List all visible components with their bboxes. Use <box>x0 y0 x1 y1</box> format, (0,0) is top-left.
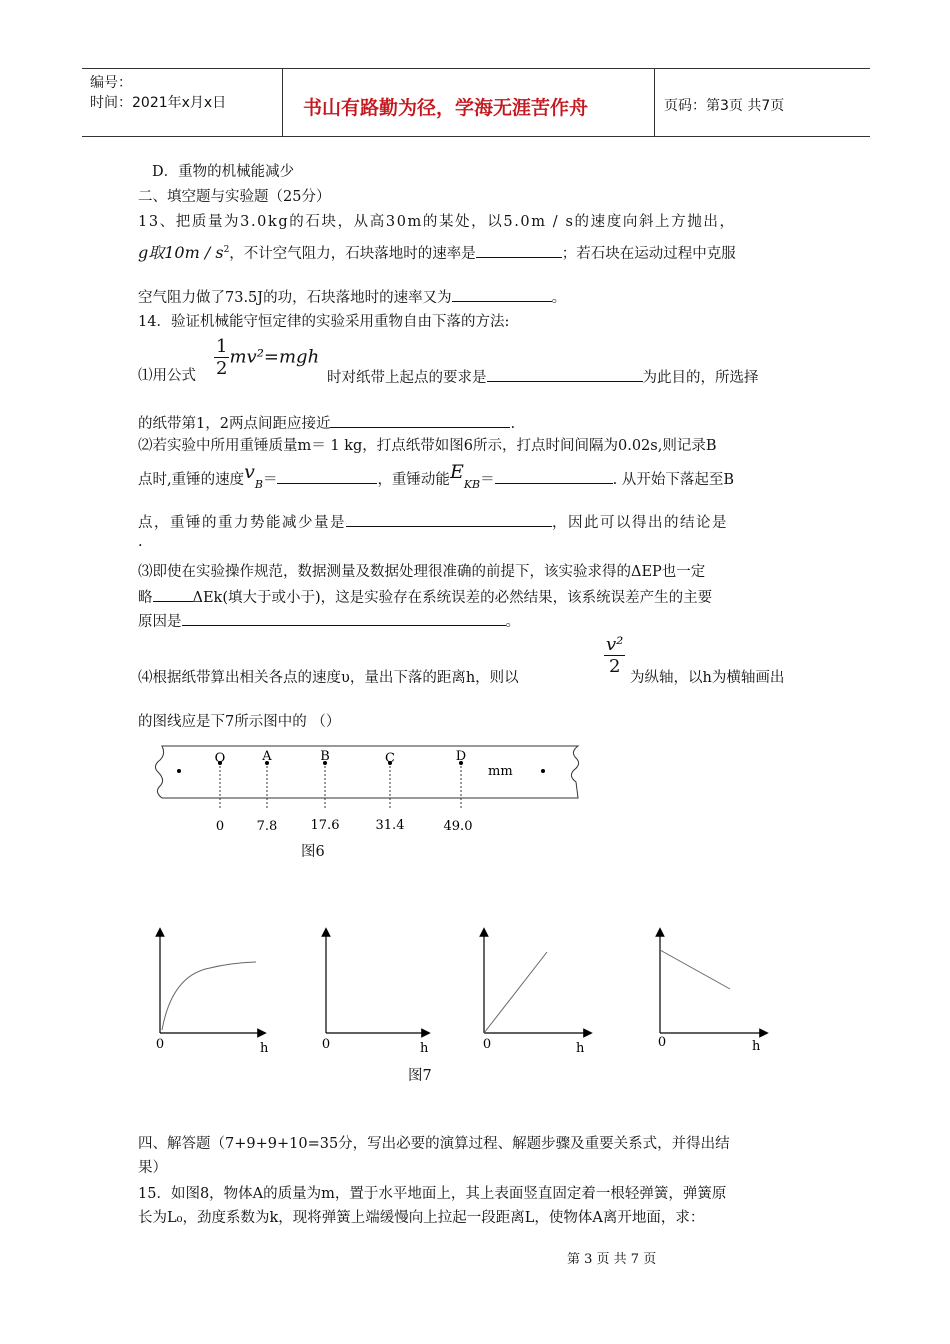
q14-1-line1 <box>138 366 196 386</box>
q13-text-c: ，不计空气阻力，石块落地时的速率是 <box>229 245 476 262</box>
label-a: A <box>262 749 272 764</box>
q13-text-e: 空气阻力做了73.5J的功，石块落地时的速率又为 <box>138 290 452 306</box>
q15-line2: 长为L₀，劲度系数为k，现将弹簧上端缓慢向上拉起一段距离L，使物体A离开地面，求： <box>138 1210 705 1226</box>
q13-text-a: 13、把质量为3.0kg的石块，从高30m的某处，以 <box>138 214 504 230</box>
q14-3-text-b: ΔEk(填大于或小于)，这是实验存在系统误差的必然结果，该系统误差产生的主要 <box>192 590 713 606</box>
q14-3-line1: ⑶即使在实验操作规范，数据测量及数据处理很准确的前提下，该实验求得的ΔEP也一定 <box>138 564 706 580</box>
dist-a: 7.8 <box>256 819 278 834</box>
q14-1-line1b <box>327 366 759 388</box>
q14-3-text-a: 略 <box>138 590 153 606</box>
header-top-rule <box>82 68 870 69</box>
q14-3-text-c: 原因是 <box>138 614 182 630</box>
q14-1-text-b: 时对纸带上起点的要求是 <box>327 370 487 386</box>
section4-title: 四、解答题（7+9+9+10=35分，写出必要的演算过程、解题步骤及重要关系式，并得出结 <box>138 1136 730 1152</box>
q14-4-line2: 的图线应是下7所示图中的 （） <box>138 714 341 730</box>
q14-1-text-a: ⑴用公式 <box>138 368 196 384</box>
graph-d-origin: 0 <box>657 1035 667 1050</box>
q14-2-ekb-sub: KB <box>463 477 481 491</box>
q14-1-line2 <box>138 412 515 434</box>
q14-2-text-a: 点时,重锤的速度 <box>138 472 245 488</box>
graph-c-h: h <box>576 1041 585 1056</box>
q14-2-ekb: E <box>449 461 464 483</box>
q14-2-vb-sub: B <box>254 477 263 491</box>
header-divider-2 <box>654 68 655 136</box>
header-motto: 书山有路勤为径，学海无涯苦作舟 <box>303 97 589 119</box>
header-page-info: 页码：第3页 共7页 <box>664 98 785 114</box>
q13-text-b: 的速度向斜上方抛出， <box>574 214 736 230</box>
graph-c <box>483 932 588 1056</box>
q13-g: g取10m / s <box>138 242 224 262</box>
label-o: O <box>214 751 226 766</box>
header-divider-1 <box>282 68 283 136</box>
header-serial: 编号： <box>90 75 132 91</box>
header-bottom-rule <box>82 136 870 137</box>
q13-end: 。 <box>551 290 567 306</box>
dist-d: 49.0 <box>443 819 473 834</box>
graph-b-h: h <box>420 1041 429 1056</box>
label-d: D <box>455 749 467 764</box>
graph-c-origin: 0 <box>482 1037 492 1052</box>
q14-formula-rest: mv²=mgh <box>229 346 320 368</box>
q14-2-eq-2: ＝ <box>480 472 495 488</box>
label-mm: mm <box>488 764 513 779</box>
graph-b <box>322 932 429 1056</box>
header-time: 时间：2021年x月x日 <box>90 95 227 111</box>
q13-blank-1[interactable] <box>476 242 562 258</box>
graph-a-origin: 0 <box>155 1037 165 1052</box>
graph-d-h: h <box>752 1039 761 1054</box>
option-d: D．重物的机械能减少 <box>152 164 295 180</box>
footer-page: 第 3 页 共 7 页 <box>567 1252 657 1267</box>
dist-b: 17.6 <box>310 818 340 833</box>
q13-g-exp: 2 <box>223 245 230 255</box>
q14-4-frac-wrap <box>604 634 625 677</box>
q14-3-text-d: 。 <box>505 614 520 630</box>
q14-2-line4: . <box>138 534 143 550</box>
q14-4-line1b: 为纵轴，以h为横轴画出 <box>630 670 785 686</box>
q14-2-text-f: 点，重锤的重力势能减少量是 <box>138 515 346 531</box>
q14-2-blank-vb[interactable] <box>277 468 377 484</box>
label-b: B <box>320 749 330 764</box>
q14-2-text-g: ，因此可以得出的结论是 <box>552 515 728 531</box>
q14-formula <box>214 336 319 379</box>
q14-4-frac-den: 2 <box>608 656 621 677</box>
figure7-graphs <box>120 920 780 1060</box>
q14-3-line3 <box>138 610 520 632</box>
q14-1-text-d: 的纸带第1，2两点间距应接近 <box>138 416 331 432</box>
q14-4-frac-num: v² <box>606 634 624 655</box>
dist-o: 0 <box>215 819 225 834</box>
q14-2-blank-ekb[interactable] <box>495 468 613 484</box>
q14-4-line1a: ⑷根据纸带算出相关各点的速度υ，量出下落的距离h，则以 <box>138 670 519 686</box>
q13-line2 <box>138 240 736 264</box>
q13-speed: 5.0m / s <box>503 214 575 230</box>
dist-c: 31.4 <box>375 818 405 833</box>
section2-title: 二、填空题与实验题（25分） <box>138 189 331 205</box>
q13-text-d: ；若石块在运动过程中克服 <box>561 245 736 262</box>
q14-2-blank-ep[interactable] <box>346 511 552 527</box>
q14-3-blank-1[interactable] <box>153 586 193 602</box>
q14-formula-num: 1 <box>216 336 228 357</box>
graph-b-origin: 0 <box>321 1037 331 1052</box>
graph-a-h: h <box>260 1041 269 1056</box>
q14-2-line2 <box>138 461 734 495</box>
q13-blank-2[interactable] <box>452 286 552 302</box>
figure6-caption: 图6 <box>301 844 325 860</box>
q14-formula-den: 2 <box>216 358 228 379</box>
q14-3-line2 <box>138 586 712 608</box>
graph-c-line <box>484 952 547 1033</box>
q14-2-line1: ⑵若实验中所用重锤质量m＝ 1 kg，打点纸带如图6所示，打点时间间隔为0.02s,则记录B <box>138 438 717 454</box>
q14-1-end: . <box>510 416 516 432</box>
q14-1-blank-1[interactable] <box>487 366 643 382</box>
q14-4-fraction <box>604 634 625 677</box>
graph-a <box>156 932 269 1056</box>
figure7-caption: 图7 <box>408 1068 432 1084</box>
q14-1-blank-2[interactable] <box>330 412 510 428</box>
tape-dot-left <box>177 769 181 773</box>
q13-line1 <box>138 212 736 232</box>
tape-dot-right <box>541 769 545 773</box>
graph-d <box>658 932 764 1054</box>
q14-3-blank-2[interactable] <box>182 610 506 626</box>
q15-line1: 15．如图8，物体A的质量为m，置于水平地面上，其上表面竖直固定着一根轻弹簧，弹簧原 <box>138 1186 727 1202</box>
q14-2-line3 <box>138 511 728 533</box>
q14-2-text-e: . 从开始下落起至B <box>612 472 734 488</box>
q13-line3 <box>138 286 566 308</box>
q14-intro: 14．验证机械能守恒定律的实验采用重物自由下落的方法: <box>138 314 510 330</box>
graph-d-line <box>660 950 730 989</box>
section4-title-2: 果） <box>138 1160 167 1176</box>
q14-2-eq-1: ＝ <box>262 472 278 488</box>
q14-formula-fraction <box>214 336 229 379</box>
graph-a-curve <box>162 962 256 1030</box>
q14-1-text-c: 为此目的，所选择 <box>642 370 759 386</box>
label-c: C <box>385 751 395 766</box>
figure6-tape <box>150 742 590 862</box>
q14-2-text-c: ，重锤动能 <box>377 472 450 488</box>
q14-2-vb: v <box>244 461 255 483</box>
